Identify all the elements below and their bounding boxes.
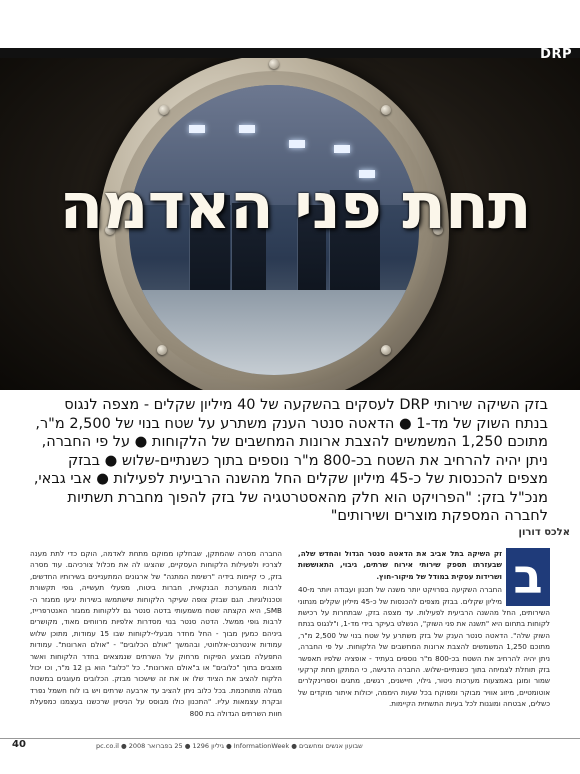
ceiling-light [334, 145, 350, 153]
ceiling-light [189, 125, 205, 133]
section-stripe [0, 48, 580, 58]
ceiling-light [289, 140, 305, 148]
issue-info: שבועון אנשים ומחשבים ● InformationWeek ● גיליון 1296 ● 25 בפברואר 2008 ● pc.co.il [96, 742, 363, 750]
bolt [157, 345, 167, 355]
bolt [381, 105, 391, 115]
article-column-2 [30, 548, 282, 734]
article-byline: אלכס דורון [518, 527, 570, 538]
body-paragraph: החברה השקיעה בפרויקט יותר משנה של תכנון ועבודה ויותר מ-40 מיליון שקלים. בבזק מצפים להכנסות של כ-45 מיליון שקלים מנתוני השירותים, החל מהשנה הרביעית לפעילות. עד מצפה בזק, שבתחרות על רכישת לקוחות בתחום היא "תשנה את פני השוק", הנשלט בעיקר בידי מד-1, ו"לנגוס בנתח השוק שלה". הדאטה סנטר הענק של בזק משתרע על שטח בנוי של 2,500 מ"ר, מתוכם 1,250 המשמשים להצבת ארונות המחשבים של הלקוחות. על פי החברה, ניתן יהיה להרחיב את השטח בכ-800 מ"ר נוספים בעתיד - אופציה שלפיו תאפשר בזק תוחלת לצמיחה בתוך כשנתיים-שלוש. החברה הדגישה, כי המתקן תחת קרקעי שמור ומוגן באמצעות מערכות ניטור, גילוי, חיישנים, רגשים, מתגים וספרינקלרים אוטומטיים, מיזוג אוויר מבוקר ומפוקח בכל שעות היממה, יכולות איתור מוקדים של כשלים, אבטחה ומוגנות לכל בעיות התשתית הקיימות. [298, 585, 550, 709]
article-headline: תחת פני האדמה [59, 170, 531, 244]
bolt [159, 105, 169, 115]
drop-cap: ב [506, 548, 550, 606]
floor [129, 290, 419, 375]
article-column-1 [298, 548, 550, 734]
ceiling-light [239, 125, 255, 133]
bolt [381, 345, 391, 355]
body-paragraph: החברה מסרה שהמתקן, שבחלקו ממוקם מתחת לאדמה, הוקם כדי לתת מענה לצרכיו ולפעילות הלקוחות העסקיים, שהציגו לה את מכלול צורכיהם. עוד מסרה בזק, כי קיימות בידיה "רשימת המתנה" של ארגונים המתעניינים בשירותיו החדשים, לרבות מהמערכת הבנקאית, חברות ביטוח, מפעלי תעשייה, גופי תקשורת וטכנולוגיות. הגם שבזק צופה שעיקר הלקוחות שישתמשו בשירות יגיעו ממגזר ה-SMB, היא הקצתה שטח משמעותי בדטה סנטר גם ללקוחות ממגזר האנטרפרייז, לרבות גופי ממשל. הדטה סנטר בנוי מסדרות אלפיות מרווחים מאוד, מקושרים ביניהם כמעין מבוך - החל מחדר מבעלי-לקוחות שבו 15 עמודות, מתוכן שלוש עמודות אינטרנט-אלחוטי, ובהמשך "אולם הכלובים" - "אולם הארונות". עמודות התפעלה מבוצע הפיקוח מרחוק על השרתים שנמצאים בחדר הלקוחות ואשר מוצבים בתוך "כלובים" או ב"אולם הארונות". כל "כלוב" הוא בן 12 מ"ר, וכו יכול הלקוח להציב את הציוד שלו או את זה שישכור מבזק. הכלובים מעוגנים במשטח מגולה מתוחכמת. בכל כלוב ניתן להציב עד ארבעה שרתים ויש בו לוח חשמל נפרד ובקרת עצמאות עליו. "התכנון כולו מבוסס על הניסיון שרכשנו בעצמנו כמפעלת חוות השרתים הגדולה בת 800 [30, 549, 282, 718]
page-number: 40 [12, 739, 26, 750]
bolt [269, 59, 279, 69]
article-body [30, 548, 550, 734]
lead-paragraph: זק השיקה בתל אביב את הדאטה סנטר הגדול והחדש שלה, שבעזרתו תספק שירותי אירוח שרתים, גיבוי, התאוששות ושרידות עסקית במודל של מיקור-חוץ. [298, 549, 502, 581]
section-tag: DRP [540, 47, 572, 62]
article-standfirst: בזק השיקה שירותי DRP לעסקים בהשקעה של 40 מיליון שקלים - מצפה לנגוס בנתח השוק של מד-1 ● הדאטה סנטר הענק משתרע על שטח בנוי של 2,500 מ"ר, מתוכם 1,250 המשמשים להצבת ארונות המחשבים של הלקוחות ● על פי החברה, ניתן יהיה להרחיב את השטח בכ-800 מ"ר נוספים בתוך כשנתיים-שלוש ● בבזק מצפים להכנסות של כ-45 מיליון שקלים החל מהשנה הרביעית לפעילות ● אבי גבאי, מנכ"ל בזק: "הפרויקט הוא חלק מהאסטרטגיה של בזק להפוך מחברת תשתיות לחברה המספקת מוצרים ושירותים" [33, 397, 548, 524]
